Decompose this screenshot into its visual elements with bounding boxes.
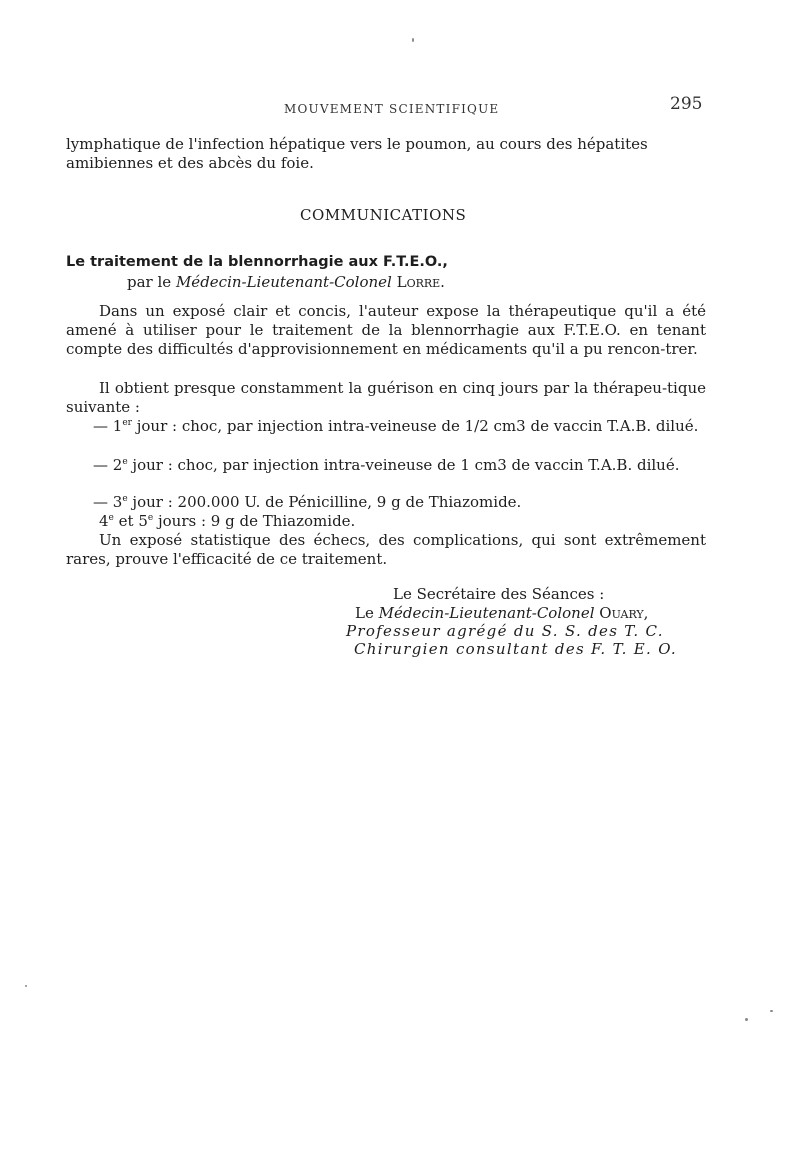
- day4-sup: e: [108, 513, 114, 523]
- article-byline: [127, 273, 445, 291]
- intro-line-1: lymphatique de l'infection hépatique vers le poumon, au cours des hépatites: [66, 135, 648, 153]
- day2-sup: e: [122, 457, 128, 467]
- day3-text: jour : 200.000 U. de Pénicilline, 9 g de Thiazomide.: [132, 493, 522, 511]
- paper-speck: [745, 1018, 748, 1021]
- running-header: MOUVEMENT SCIENTIFIQUE: [284, 102, 500, 116]
- day2-dash: — 2: [93, 456, 123, 474]
- day3-dash: — 3: [93, 493, 123, 511]
- day5-sup: e: [147, 513, 154, 523]
- signature-name-line: [355, 604, 648, 622]
- signature-prefix: Le: [355, 604, 374, 622]
- signature-rank: Médecin-Lieutenant-Colonel: [378, 604, 595, 622]
- byline-prefix: par le: [127, 273, 172, 291]
- day1-sup: er: [122, 418, 132, 428]
- paragraph-3: Un exposé statistique des échecs, des complications, qui sont extrêmement rares, prouve l'efficacité de ce traitement.: [66, 531, 706, 568]
- day1-text: jour : choc, par injection intra-veineuse de 1/2 cm3 de vaccin T.A.B. dilué.: [136, 417, 699, 435]
- treatment-day-3: [93, 493, 521, 512]
- paper-speck: [25, 985, 27, 987]
- day4-number: 4: [99, 512, 109, 530]
- page-number: 295: [670, 94, 703, 114]
- paper-speck: [770, 1010, 773, 1012]
- paper-speck: [412, 38, 414, 42]
- day45-text: jours : 9 g de Thiazomide.: [157, 512, 356, 530]
- day3-sup: e: [122, 494, 128, 504]
- signature-consultant-line: Chirurgien consultant des F. T. E. O.: [354, 640, 677, 658]
- day2-text: jour : choc, par injection intra-veineuse de 1 cm3 de vaccin T.A.B. dilué.: [132, 456, 680, 474]
- paragraph-2: Il obtient presque constamment la guérison en cinq jours par la thérapeu-tique suivante :: [66, 379, 706, 416]
- paragraph-1: Dans un exposé clair et concis, l'auteur expose la thérapeutique qu'il a été amené à utiliser pour le traitement de la blennorrhagie aux F.T.E.O. en tenant compte des difficultés d'approvisionnement en médicaments qu'il a pu rencon-trer.: [66, 302, 706, 358]
- intro-line-2: amibiennes et des abcès du foie.: [66, 154, 314, 172]
- treatment-day-1: [66, 417, 706, 436]
- day5-number: et 5: [118, 512, 148, 530]
- byline-author: Lorre.: [396, 273, 445, 291]
- article-title: Le traitement de la blennorrhagie aux F.T.E.O.,: [66, 254, 448, 270]
- treatment-day-2: [66, 456, 706, 475]
- signature-author: Ouary,: [599, 604, 649, 622]
- treatment-day-4-5: [99, 512, 355, 531]
- signature-professor-line: Professeur agrégé du S. S. des T. C.: [346, 622, 664, 640]
- byline-rank: Médecin-Lieutenant-Colonel: [175, 273, 392, 291]
- signature-title: Le Secrétaire des Séances :: [393, 585, 605, 603]
- day1-dash: — 1: [93, 417, 123, 435]
- section-title: COMMUNICATIONS: [300, 206, 467, 224]
